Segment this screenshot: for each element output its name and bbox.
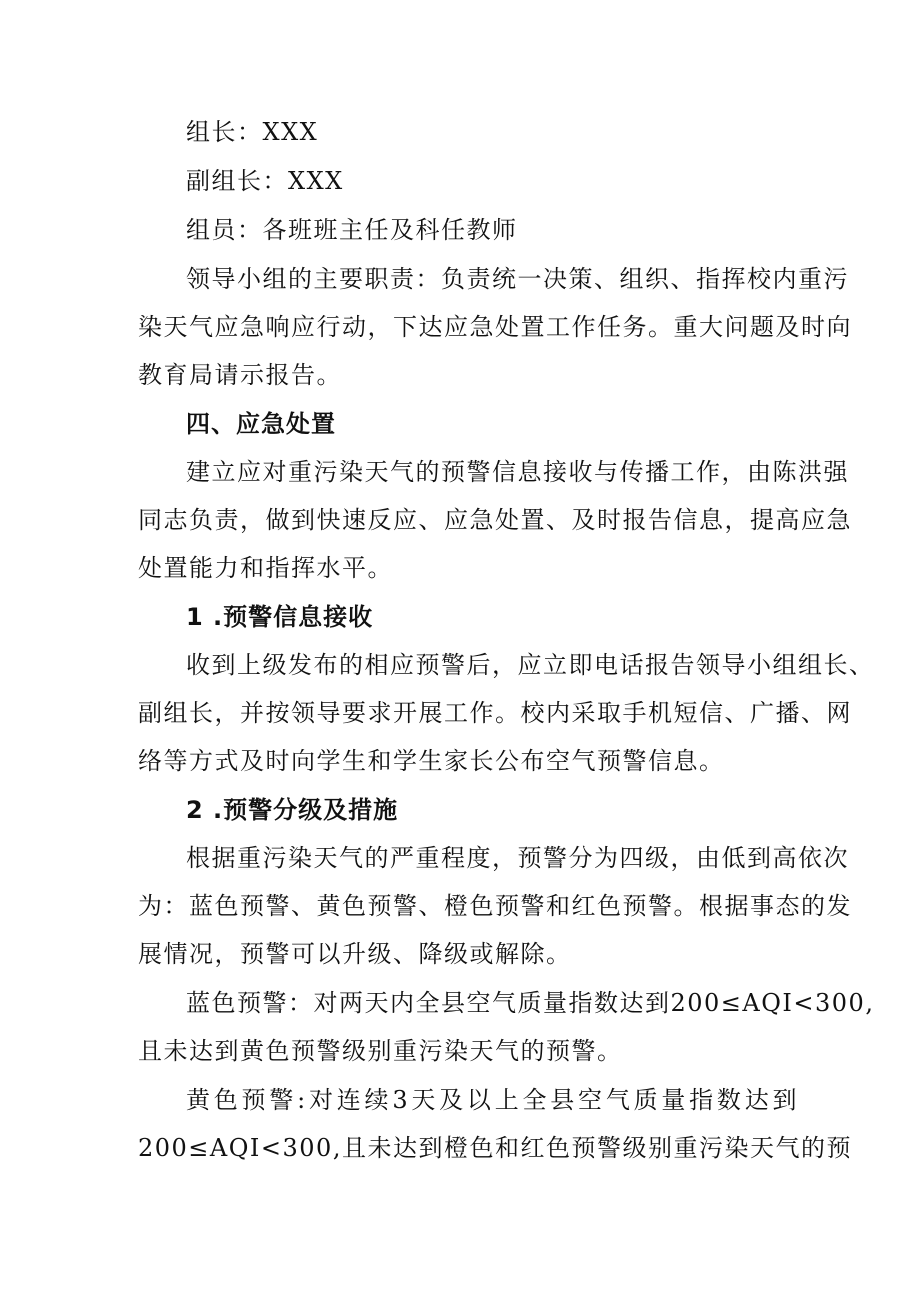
duties-paragraph-line-2: 染天气应急响应行动，下达应急处置工作任务。重大问题及时向: [138, 313, 852, 341]
yellow-warning-line-1: 黄色预警:对连续3天及以上全县空气质量指数达到: [186, 1086, 798, 1114]
emergency-paragraph-line-1: 建立应对重污染天气的预警信息接收与传播工作，由陈洪强: [186, 458, 849, 486]
receipt-paragraph-line-2: 副组长，并按领导要求开展工作。校内采取手机短信、广播、网: [138, 699, 852, 727]
receipt-paragraph-line-3: 络等方式及时向学生和学生家长公布空气预警信息。: [138, 747, 725, 775]
members-line: 组员：各班班主任及科任教师: [186, 216, 518, 244]
blue-warning-line-2: 且未达到黄色预警级别重污染天气的预警。: [138, 1037, 623, 1065]
leader-line: 组长：XXX: [186, 118, 319, 146]
deputy-leader-line: 副组长：XXX: [186, 167, 344, 195]
subheading-warning-receipt: 1 .预警信息接收: [186, 603, 374, 631]
yellow-warning-line-2: 200≤AQI<300,且未达到橙色和红色预警级别重污染天气的预: [138, 1134, 852, 1162]
subheading-warning-levels: 2 .预警分级及措施: [186, 796, 399, 824]
levels-paragraph-line-3: 展情况，预警可以升级、降级或解除。: [138, 940, 572, 968]
levels-paragraph-line-2: 为：蓝色预警、黄色预警、橙色预警和红色预警。根据事态的发: [138, 892, 852, 920]
emergency-paragraph-line-2: 同志负责，做到快速反应、应急处置、及时报告信息，提高应急: [138, 506, 852, 534]
receipt-paragraph-line-1: 收到上级发布的相应预警后，应立即电话报告领导小组组长、: [186, 651, 875, 679]
duties-paragraph-line-1: 领导小组的主要职责：负责统一决策、组织、指挥校内重污: [186, 265, 849, 293]
section-heading-emergency: 四、应急处置: [186, 410, 336, 438]
duties-paragraph-line-3: 教育局请示报告。: [138, 361, 342, 389]
blue-warning-line-1: 蓝色预警：对两天内全县空气质量指数达到200≤AQI<300,: [186, 989, 875, 1017]
levels-paragraph-line-1: 根据重污染天气的严重程度，预警分为四级，由低到高依次: [186, 844, 849, 872]
emergency-paragraph-line-3: 处置能力和指挥水平。: [138, 554, 393, 582]
